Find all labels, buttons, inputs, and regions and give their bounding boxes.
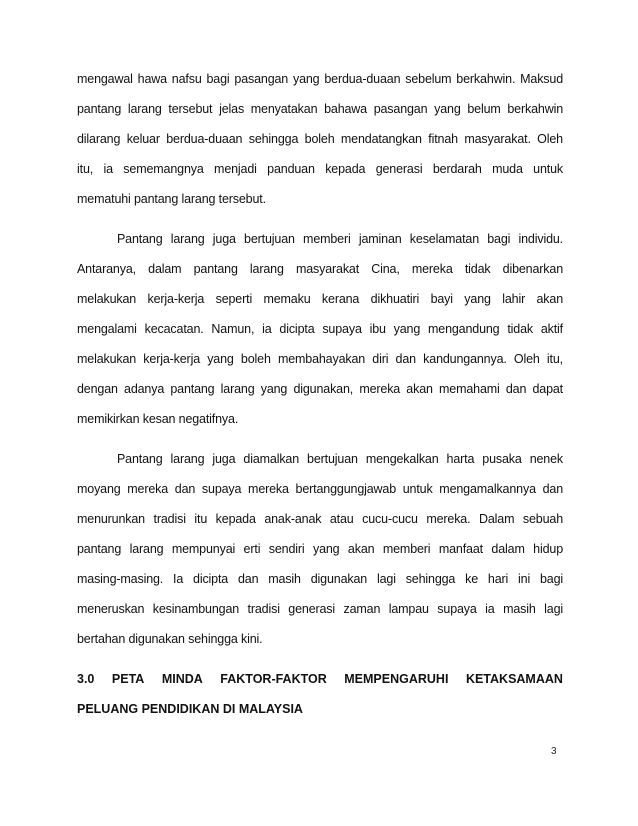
heading-word: MINDA (161, 672, 203, 686)
paragraph-line: dilarang keluar berdua-duaan sehingga boleh mendatangkan fitnah masyarakat. Oleh (77, 132, 563, 146)
paragraph-line: moyang mereka dan supaya mereka bertanggungjawab untuk mengamalkannya dan (77, 482, 563, 496)
heading-word: MEMPENGARUHI (344, 672, 449, 686)
document-body (77, 64, 563, 724)
paragraph-line: mengalami kecacatan. Namun, ia dicipta supaya ibu yang mengandung tidak aktif (77, 322, 563, 336)
paragraph-line: masing-masing. Ia dicipta dan masih digunakan lagi sehingga ke hari ini bagi (77, 572, 563, 586)
heading-word: PETA (111, 672, 145, 686)
section-heading-line-1 (77, 664, 563, 694)
paragraph-line: mematuhi pantang larang tersebut. (77, 192, 266, 206)
paragraph-line: Antaranya, dalam pantang larang masyarakat Cina, mereka tidak dibenarkan (77, 262, 563, 276)
paragraph-2 (77, 224, 563, 434)
paragraph-line: melakukan kerja-kerja seperti memaku kerana dikhuatiri bayi yang lahir akan (77, 292, 563, 306)
section-heading (77, 664, 563, 724)
heading-word: FAKTOR-FAKTOR (220, 672, 327, 686)
paragraph-line: meneruskan kesinambungan tradisi generasi zaman lampau supaya ia masih lagi (77, 602, 563, 616)
paragraph-line: Pantang larang juga diamalkan bertujuan mengekalkan harta pusaka nenek (117, 452, 563, 466)
section-number: 3.0 (77, 672, 95, 686)
paragraph-line: pantang larang mempunyai erti sendiri yang akan memberi manfaat dalam hidup (77, 542, 563, 556)
paragraph-1 (77, 64, 563, 214)
page-number: 3 (551, 746, 557, 757)
paragraph-line: menurunkan tradisi itu kepada anak-anak atau cucu-cucu mereka. Dalam sebuah (77, 512, 563, 526)
paragraph-line: itu, ia sememangnya menjadi panduan kepada generasi berdarah muda untuk (77, 162, 563, 176)
paragraph-line: pantang larang tersebut jelas menyatakan bahawa pasangan yang belum berkahwin (77, 102, 563, 116)
paragraph-line: Pantang larang juga bertujuan memberi jaminan keselamatan bagi individu. (117, 232, 563, 246)
paragraph-line: dengan adanya pantang larang yang digunakan, mereka akan memahami dan dapat (77, 382, 563, 396)
paragraph-line: memikirkan kesan negatifnya. (77, 412, 239, 426)
paragraph-line: melakukan kerja-kerja yang boleh membahayakan diri dan kandungannya. Oleh itu, (77, 352, 563, 366)
heading-word: KETAKSAMAAN (465, 672, 563, 686)
paragraph-line: mengawal hawa nafsu bagi pasangan yang berdua-duaan sebelum berkahwin. Maksud (77, 72, 563, 86)
paragraph-3 (77, 444, 563, 654)
section-heading-line-2: PELUANG PENDIDIKAN DI MALAYSIA (77, 702, 303, 716)
paragraph-line: bertahan digunakan sehingga kini. (77, 632, 263, 646)
